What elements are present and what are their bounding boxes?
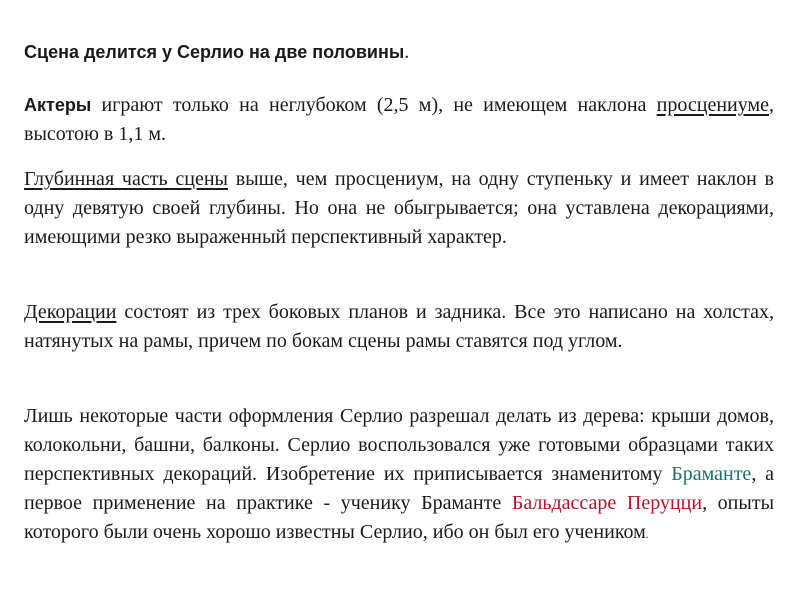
actors-term: Актеры <box>24 95 92 115</box>
bramante-name: Браманте <box>671 463 752 485</box>
actors-text-2: , высотою в 1,1 м. <box>24 94 774 145</box>
peruzzi-name: Бальдассаре Перуцци <box>511 492 703 514</box>
decorations-period: . <box>617 330 623 352</box>
materials-period: . <box>645 530 649 541</box>
paragraph-materials <box>24 402 774 550</box>
materials-text-3: , опыты которого были очень хорошо известны Серлио, ибо он был его учеником <box>24 492 775 543</box>
proscenium-term: просцениуме <box>656 94 769 116</box>
scene-halves-text: Сцена делится у Серлио на две половины <box>24 42 405 62</box>
paragraph-scene-halves <box>24 38 774 67</box>
decorations-term: Декорации <box>24 301 117 323</box>
paragraph-stage-depth <box>24 165 774 252</box>
slide-content <box>24 0 774 600</box>
stage-depth-term: Глубинная часть сцены <box>24 168 228 190</box>
paragraph-actors <box>24 91 774 149</box>
decorations-text: состоят из трех боковых планов и задника. Все это написано на холстах, натянутых на рамы, причем по бокам сцены рамы ставятся под углом <box>24 301 774 352</box>
paragraph-decorations <box>24 298 774 356</box>
stage-depth-text: выше, чем просцениум, на одну ступеньку и имеет наклон в одну девятую своей глубины. Но она не обыгрывается; она уставлена декорациями, имеющими резко выраженный перспективный характер. <box>24 168 774 248</box>
scene-halves-period: . <box>404 41 410 63</box>
materials-text-2: , а первое применение на практике - ученику Браманте <box>24 463 774 514</box>
actors-text-1: играют только на неглубоком (2,5 м), не имеющем наклона <box>91 94 657 116</box>
materials-text-1: Лишь некоторые части оформления Серлио разрешал делать из дерева: крыши домов, колокольни, башни, балконы. Серлио воспользовался уже готовыми образцами таких перспективных декораций. Изобретение их приписывается знаменитому <box>24 405 774 485</box>
